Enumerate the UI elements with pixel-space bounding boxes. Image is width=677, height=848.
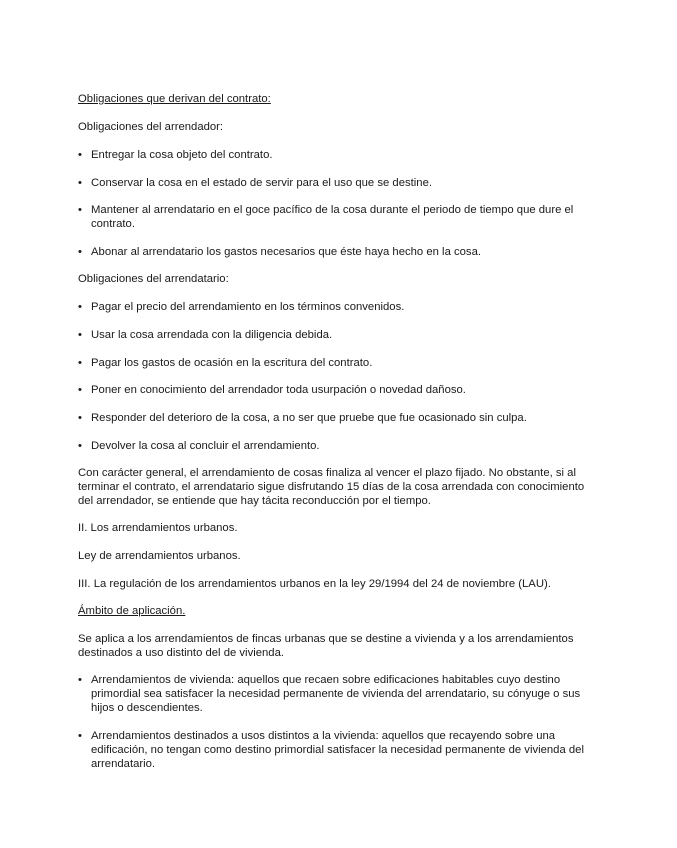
list-item-text: Arrendamientos destinados a usos distintos a la vivienda: aquellos que recayendo sobre una edificación, no tengan como destino primordial satisfacer la necesidad permanente de vivienda del arrendatario. (91, 730, 584, 770)
list-item-text: Mantener al arrendatario en el goce pacífico de la cosa durante el periodo de tiempo que dure el contrato. (91, 204, 574, 230)
bullet-marker: • (78, 440, 82, 452)
list-item (78, 176, 606, 190)
bullet-marker: • (78, 204, 82, 216)
bullet-marker: • (78, 412, 82, 424)
list-item-text: Pagar el precio del arrendamiento en los términos convenidos. (91, 301, 405, 313)
list-item (78, 356, 606, 370)
list-item-text: Poner en conocimiento del arrendador toda usurpación o novedad dañoso. (91, 384, 466, 396)
list-item (78, 328, 606, 342)
section-ii-heading: II. Los arrendamientos urbanos. (78, 522, 238, 534)
bullet-marker: • (78, 246, 82, 258)
list-item-text: Pagar los gastos de ocasión en la escritura del contrato. (91, 357, 373, 369)
list-item (78, 148, 606, 162)
bullet-marker: • (78, 149, 82, 161)
list-item-text: Entregar la cosa objeto del contrato. (91, 149, 273, 161)
list-item-text: Responder del deterioro de la cosa, a no ser que pruebe que fue ocasionado sin culpa. (91, 412, 527, 424)
bullet-marker: • (78, 301, 82, 313)
bullet-marker: • (78, 177, 82, 189)
list-item-text: Conservar la cosa en el estado de servir para el uso que se destine. (91, 177, 432, 189)
list-item (78, 383, 606, 397)
bullet-marker: • (78, 384, 82, 396)
list-item-text: Devolver la cosa al concluir el arrendamiento. (91, 440, 320, 452)
bullet-marker: • (78, 329, 82, 341)
list-item (78, 729, 606, 771)
section-iii-heading: III. La regulación de los arrendamientos urbanos en la ley 29/1994 del 24 de noviembre (LAU). (78, 578, 551, 590)
list-item (78, 300, 606, 314)
bullet-marker: • (78, 357, 82, 369)
arrendatario-title: Obligaciones del arrendatario: (78, 273, 229, 285)
bullet-marker: • (78, 730, 82, 742)
ley-title: Ley de arrendamientos urbanos. (78, 550, 241, 562)
list-item (78, 411, 606, 425)
list-item (78, 203, 606, 231)
arrendador-title: Obligaciones del arrendador: (78, 121, 224, 133)
ambito-heading: Ámbito de aplicación. (78, 605, 186, 617)
heading-obligaciones: Obligaciones que derivan del contrato: (78, 93, 271, 105)
bullet-marker: • (78, 674, 82, 686)
list-item-text: Abonar al arrendatario los gastos necesarios que éste haya hecho en la cosa. (91, 246, 481, 258)
ambito-paragraph: Se aplica a los arrendamientos de fincas urbanas que se destine a vivienda y a los arrendamientos destinados a uso distinto del de vivienda. (78, 633, 574, 659)
general-paragraph: Con carácter general, el arrendamiento de cosas finaliza al vencer el plazo fijado. No obstante, si al terminar el contrato, el arrendatario sigue disfrutando 15 días de la cosa arrendada con conocimiento del arrendador, se entiende que hay tácita reconducción por el tiempo. (78, 467, 585, 507)
list-item-text: Arrendamientos de vivienda: aquellos que recaen sobre edificaciones habitables cuyo destino primordial sea satisfacer la necesidad permanente de vivienda del arrendatario, su cónyuge o sus hijos o descendientes. (91, 674, 581, 714)
list-item-text: Usar la cosa arrendada con la diligencia debida. (91, 329, 333, 341)
list-item (78, 439, 606, 453)
list-item (78, 673, 606, 715)
list-item (78, 245, 606, 259)
